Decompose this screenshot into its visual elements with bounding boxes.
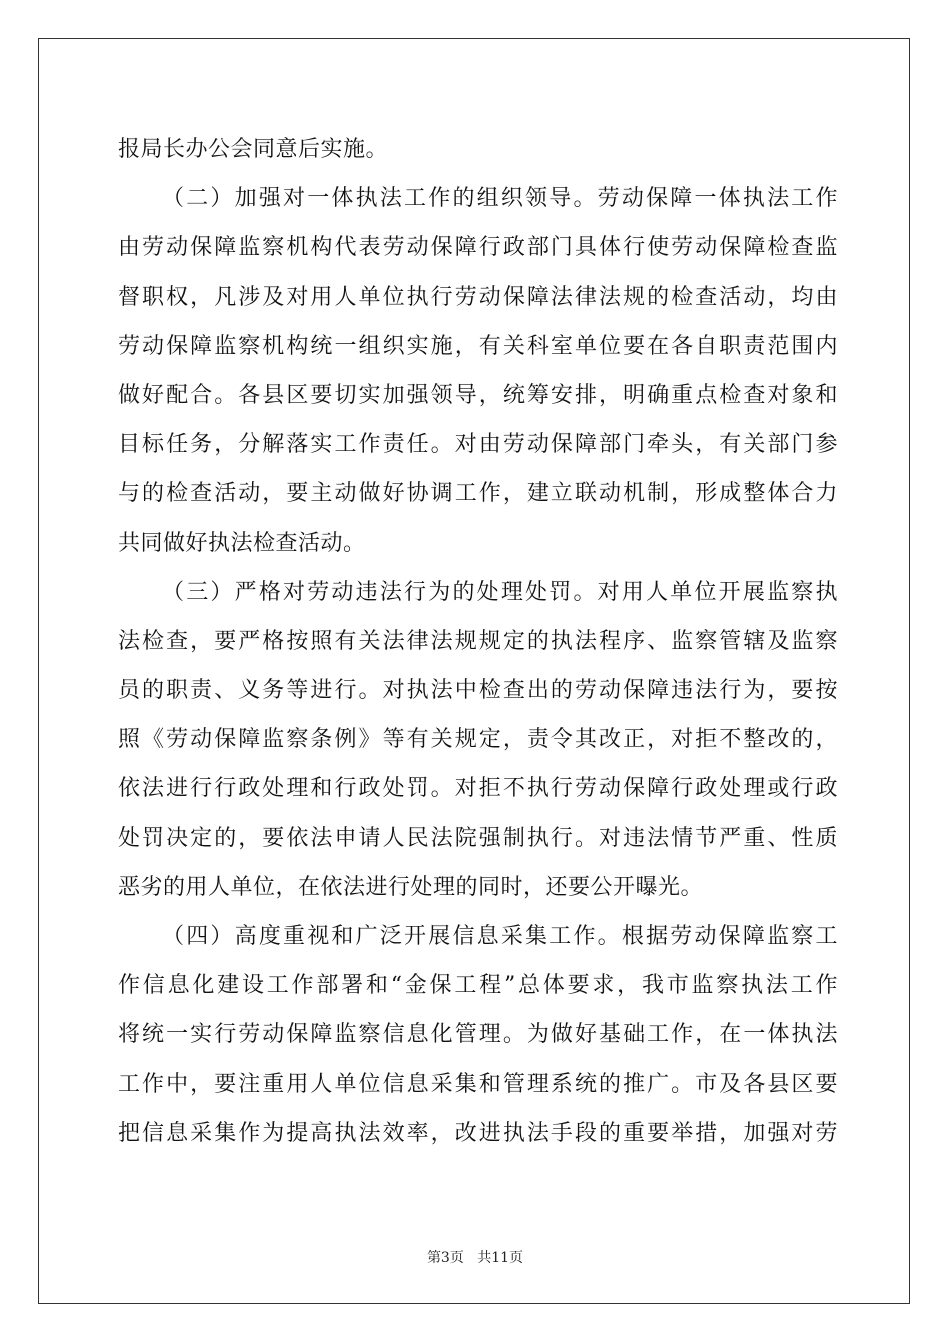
text-line: （二）加强对一体执法工作的组织领导。劳动保障一体执法工作 — [162, 186, 838, 212]
text-line: 督职权，凡涉及对用人单位执行劳动保障法律法规的检查活动，均由 — [118, 284, 838, 310]
text-line: 报局长办公会同意后实施。 — [118, 137, 389, 162]
text-line: 将统一实行劳动保障监察信息化管理。为做好基础工作，在一体执法 — [118, 1022, 838, 1048]
text-line: 恶劣的用人单位，在依法进行处理的同时，还要公开曝光。 — [118, 874, 704, 900]
text-line: 照《劳动保障监察条例》等有关规定，责令其改正，对拒不整改的， — [118, 727, 838, 753]
text-line: 工作中，要注重用人单位信息采集和管理系统的推广。市及各县区要 — [118, 1071, 838, 1097]
text-line: （三）严格对劳动违法行为的处理处罚。对用人单位开展监察执 — [162, 579, 838, 605]
text-line: （四）高度重视和广泛开展信息采集工作。根据劳动保障监察工 — [162, 924, 838, 949]
text-line: 目标任务，分解落实工作责任。对由劳动保障部门牵头，有关部门参 — [118, 432, 838, 458]
text-line: 共同做好执法检查活动。 — [118, 530, 366, 556]
text-line: 员的职责、义务等进行。对执法中检查出的劳动保障违法行为，要按 — [118, 678, 838, 704]
page-number: 第3页 — [426, 1250, 464, 1266]
text-line: 由劳动保障监察机构代表劳动保障行政部门具体行使劳动保障检查监 — [118, 235, 838, 261]
text-line: 法检查，要严格按照有关法律法规规定的执法程序、监察管辖及监察 — [118, 628, 838, 654]
text-line: 处罚决定的，要依法申请人民法院强制执行。对违法情节严重、性质 — [118, 825, 838, 851]
text-line: 作信息化建设工作部署和“金保工程”总体要求，我市监察执法工作 — [118, 973, 838, 999]
text-line: 把信息采集作为提高执法效率，改进执法手段的重要举措，加强对劳 — [118, 1120, 838, 1146]
text-line: 劳动保障监察机构统一组织实施，有关科室单位要在各自职责范围内 — [118, 333, 838, 359]
page-total: 共11页 — [477, 1250, 524, 1266]
page-footer — [0, 1247, 950, 1267]
text-line: 与的检查活动，要主动做好协调工作，建立联动机制，形成整体合力 — [118, 481, 838, 507]
text-line: 做好配合。各县区要切实加强领导，统筹安排，明确重点检查对象和 — [118, 382, 838, 408]
document-body — [118, 125, 838, 1158]
text-line: 依法进行行政处理和行政处罚。对拒不执行劳动保障行政处理或行政 — [118, 776, 838, 802]
